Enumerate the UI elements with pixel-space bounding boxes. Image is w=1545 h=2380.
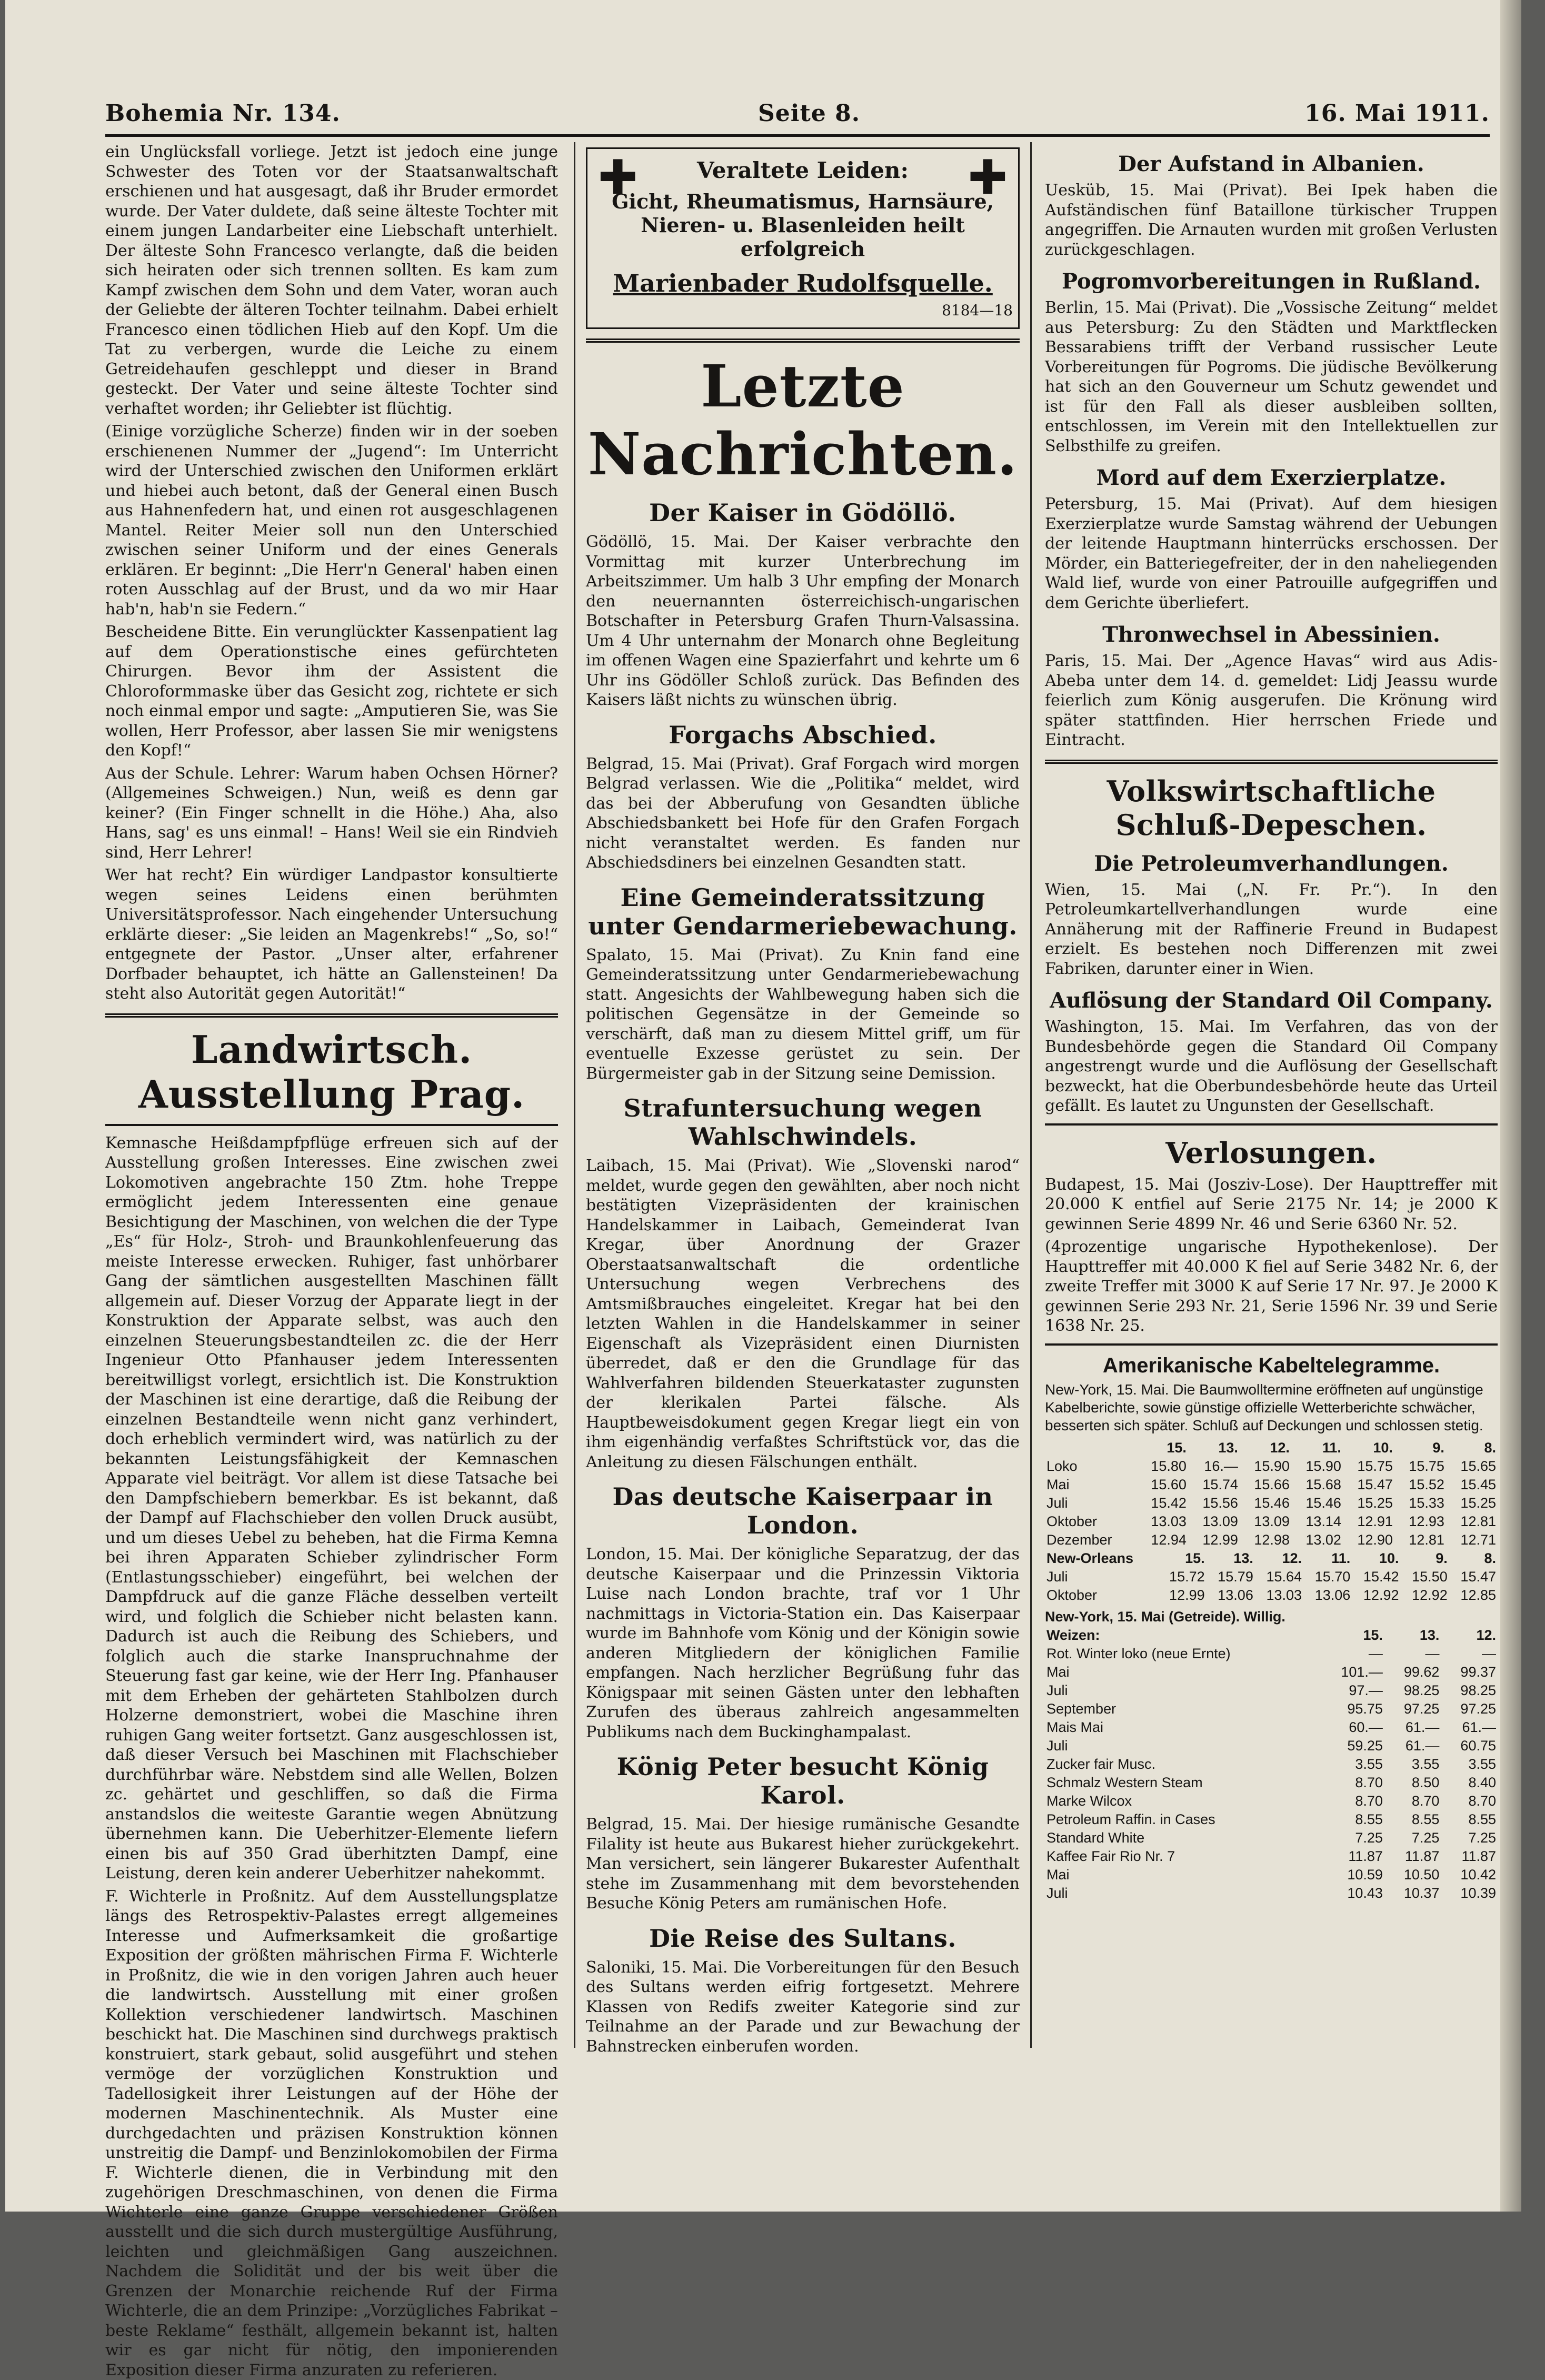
table-cell: 97.25: [1441, 1700, 1498, 1718]
table-cell: 12.90: [1343, 1531, 1394, 1549]
ad-brand: Marienbader Rudolfsquelle.: [593, 269, 1013, 297]
table-cell: 10.39: [1441, 1884, 1498, 1903]
table-cell: 11.: [1303, 1549, 1352, 1568]
table-cell: 15.60: [1137, 1476, 1188, 1494]
paragraph: Wer hat recht? Ein würdiger Landpastor konsultierte wegen seines Leidens einen berühmten Universitätsprofessor. Nach eingehender Untersuchung erklärte dieser: „Sie leiden an Magenkrebs!“ „So, so!“ entgegnete der Pastor. „Unser alter, erfahrener Dorfbader behauptet, ich hätte an Gallensteinen! Da steht also Autorität gegen Autorität!“: [105, 865, 558, 1004]
table-cell: 59.25: [1319, 1737, 1384, 1755]
article-title: Thronwechsel in Abessinien.: [1045, 622, 1498, 647]
table-cell: 13.02: [1291, 1531, 1343, 1549]
article-text: Berlin, 15. Mai (Privat). Die „Vossische Zeitung“ meldet aus Petersburg: Zu den Städten und Marktflecken Bessarabiens trifft der Verband russischer Leute Vorbereitungen für Pogroms. Die jüdische Bevölkerung hat sich an den Gouverneur um Schutz gewendet und ist für den Fall als dieser ausbleiben sollten, entschlossen, im Verein mit den Intellektuellen zur Selbsthilfe zu greifen.: [1045, 298, 1498, 456]
table-header-row: [1045, 1439, 1498, 1457]
table-row: [1045, 1700, 1498, 1718]
table-cell: 15.64: [1255, 1568, 1303, 1586]
table-cell: 13.03: [1255, 1586, 1303, 1605]
article-text: Saloniki, 15. Mai. Die Vorbereitungen für den Besuch des Sultans werden eifrig fortgesetzt. Mehrere Klassen von Redifs zweiter Kategorie sind zur Teilnahme an der Parade und zur Bewachung der Bahnstrecken einberufen worden.: [586, 1958, 1020, 2057]
table-cell: 7.25: [1441, 1829, 1498, 1847]
table-cell: 12.85: [1449, 1586, 1498, 1605]
section-divider: [586, 338, 1020, 343]
article-title: Der Kaiser in Gödöllö.: [586, 499, 1020, 527]
table-row: [1045, 1737, 1498, 1755]
table-cell: 12.99: [1158, 1586, 1206, 1605]
table-cell: Juli: [1045, 1568, 1158, 1586]
column-middle: [574, 142, 1032, 2048]
table-cell: Dezember: [1045, 1531, 1137, 1549]
table-cell: 15.: [1158, 1549, 1206, 1568]
table-cell: 15.50: [1401, 1568, 1449, 1586]
table-cell: Rot. Winter loko (neue Ernte): [1045, 1645, 1319, 1663]
table-cell: 12.91: [1343, 1512, 1394, 1531]
paragraph: (4prozentige ungarische Hypothekenlose). Der Haupttreffer mit 40.000 K fiel auf Serie 3482 Nr. 6, der zweite Treffer mit 3000 K auf Serie 17 Nr. 97. Je 2000 K gewinnen Serie 293 Nr. 21, Serie 1596 Nr. 39 und Serie 1638 Nr. 25.: [1045, 1237, 1498, 1336]
column-right: [1045, 142, 1498, 2048]
section-heading-letzte-nachrichten: Letzte Nachrichten.: [586, 352, 1020, 488]
table-cell: 15.70: [1303, 1568, 1352, 1586]
article-title: Auflösung der Standard Oil Company.: [1045, 988, 1498, 1013]
table-cell: Zucker fair Musc.: [1045, 1755, 1319, 1774]
paragraph: (Einige vorzügliche Scherze) finden wir in der soeben erschienenen Nummer der „Jugend“: Im Unterricht wird der Unterschied zwischen den Uniformen erklärt und hiebei auch betont, daß der General einen Busch aus Hahnenfedern hat, und einen rot ausgeschlagenen Mantel. Reiter Meier soll nun den Unterschied zwischen seiner Uniform und der eines Generals erklären. Er beginnt: „Die Herr'n General' haben einen roten Ausschlag auf der Brust, und da wo mir Haar hab'n, hab'n sie Federn.“: [105, 422, 558, 619]
table-row: [1045, 1531, 1498, 1549]
table-cell: Juli: [1045, 1737, 1319, 1755]
table-cell: 13.: [1384, 1626, 1441, 1645]
table-cell: 11.87: [1384, 1847, 1441, 1866]
table-cell: 12.99: [1188, 1531, 1240, 1549]
table-cell: 12.92: [1352, 1586, 1400, 1605]
section-divider: [1045, 760, 1498, 764]
table-cell: 11.: [1291, 1439, 1343, 1457]
table-row: [1045, 1494, 1498, 1512]
table-row: [1045, 1829, 1498, 1847]
table-cell: 8.70: [1319, 1792, 1384, 1810]
ad-code: 8184—18: [593, 302, 1013, 319]
table-cell: 3.55: [1319, 1755, 1384, 1774]
article-title: Das deutsche Kaiserpaar in London.: [586, 1482, 1020, 1539]
table-cell: 10.: [1343, 1439, 1394, 1457]
article-title: Forgachs Abschied.: [586, 721, 1020, 749]
table-cell: 11.87: [1441, 1847, 1498, 1866]
table-row: [1045, 1586, 1498, 1605]
table-cell: 13.06: [1207, 1586, 1255, 1605]
table-cell: 10.37: [1384, 1884, 1441, 1903]
table-cell: 15.66: [1240, 1476, 1291, 1494]
table-cell: Marke Wilcox: [1045, 1792, 1319, 1810]
ad-text: Gicht, Rheumatismus, Harnsäure, Nieren- u. Blasenleiden heilt erfolgreich: [593, 190, 1013, 261]
section-heading-volkswirtschaft: Volkswirtschaftliche Schluß-Depeschen.: [1045, 774, 1498, 842]
table-cell: 101.—: [1319, 1663, 1384, 1681]
table-row: [1045, 1774, 1498, 1792]
table-cell: 8.70: [1319, 1774, 1384, 1792]
cotton-table-newyork: [1045, 1439, 1498, 1549]
table-cell: 97.—: [1319, 1681, 1384, 1700]
table-cell: 12.71: [1446, 1531, 1498, 1549]
header-issue: Bohemia Nr. 134.: [105, 100, 341, 127]
table-cell: Standard White: [1045, 1829, 1319, 1847]
ad-headline: Veraltete Leiden:: [593, 157, 1013, 183]
table-row: [1045, 1645, 1498, 1663]
article-text: Washington, 15. Mai. Im Verfahren, das von der Bundesbehörde gegen die Standard Oil Company angestrengt wurde und die Auflösung der Gesellschaft bezweckt, hat die Oberbundesbehörde heute das Urteil gefällt. Es lautet zu Ungunsten der Gesellschaft.: [1045, 1017, 1498, 1116]
article-text: Wien, 15. Mai („N. Fr. Pr.“). In den Petroleumkartellverhandlungen wurde eine Annäherung mit der Raffinerie Freund in Budapest erzielt. Es bestehen noch Differenzen mit zwei Fabriken, darunter einer in Wien.: [1045, 880, 1498, 979]
table-cell: [1045, 1439, 1137, 1457]
table-cell: 7.25: [1319, 1829, 1384, 1847]
table-cell: 15.42: [1137, 1494, 1188, 1512]
table-row: [1045, 1512, 1498, 1531]
table-row: [1045, 1476, 1498, 1494]
table-cell: 13.: [1207, 1549, 1255, 1568]
article-text: London, 15. Mai. Der königliche Separatzug, der das deutsche Kaiserpaar und die Prinzessin Viktoria Luise nach London brachte, traf vor 1 Uhr nachmittags in Victoria-Station ein. Das Kaiserpaar wurde im Bahnhofe vom König und der Königin sowie anderen Mitgliedern der königlichen Familie empfangen. Nach herzlicher Begrüßung fuhr das Königspaar mit seinen Gästen unter den lebhaften Zurufen des überaus zahlreich angesammelten Publikums nach dem Buckinghampalast.: [586, 1545, 1020, 1742]
table-cell: 13.14: [1291, 1512, 1343, 1531]
table-row: [1045, 1755, 1498, 1774]
table-cell: Loko: [1045, 1457, 1137, 1476]
article-title: Strafuntersuchung wegen Wahlschwindels.: [586, 1094, 1020, 1151]
article-text: Uesküb, 15. Mai (Privat). Bei Ipek haben die Aufständischen fünf Bataillone türkischer Truppen angegriffen. Die Arnauten wurden mit großen Verlusten zurückgeschlagen.: [1045, 181, 1498, 260]
paragraph: Kemnasche Heißdampfpflüge erfreuen sich auf der Ausstellung großen Interesses. Eine zwischen zwei Lokomotiven angebrachte 150 Ztm. hohe Treppe ermöglicht jedem Interessenten eine genaue Besichtigung der Maschinen, von welchen die der Type „Es“ für Holz-, Stroh- und Braunkohlenfeuerung das meiste Interesse erwecken. Ruhiger, fast unhörbarer Gang der sämtlichen ausgestellten Maschinen fällt allgemein auf. Dieser Vorzug der Apparate liegt in der Konstruktion der Apparate selbst, was auch den einzelnen Steuerungsbestandteilen zc. die der Herr Ingenieur Otto Pfanhauser jedem Interessenten bereitwilligst vorlegt, ersichtlich ist. Die Konstruktion der Maschinen ist eine derartige, daß die Reibung der einzelnen Bestandteile wenn nicht ganz verhindert, doch erheblich vermindert wird, was natürlich zu der bekannten Leistungsfähigkeit der Kemnaschen Apparate viel beiträgt. Vor allem ist diese Tatsache bei den Dampfschiebern bemerkbar. Es ist bekannt, daß der Dampf auf Flachschieber den vollen Druck ausübt, und um dieses Uebel zu beheben, hat die Firma Kemna bei ihren Apparaten Schieber zylindrischer Form (Entlastungsschieber) eingeführt, bei welchen der Dampfdruck auf die ganze Fläche desselben verteilt wird, und folglich die Schieber nicht belasten kann. Dadurch ist auch die Reibung des Schiebers, und folglich auch die starke Inanspruchnahme der Steuerung fast gar keine, wie der Herr Ing. Pfanhauser mit dem Erheben der gehärteten Stahlbolzen durch Holzerne demonstriert, wobei die Maschine ihren ruhigen Gang weiter fortsetzt. Ganz ausgeschlossen ist, daß dieser Versuch bei Maschinen mit Flachschieber durchführbar wäre. Nebstdem sind alle Wellen, Bolzen zc. gehärtet und geschliffen, so daß die Firma anstandslos die weiteste Garantie wegen Abnützung übernehmen kann. Die Ueberhitzer-Elemente liefern einen bis auf 350 Grad überhitzten Dampf, eine Leistung, deren kein anderer Ueberhitzer nahekommt.: [105, 1133, 558, 1884]
table-row: [1045, 1884, 1498, 1903]
table-cell: Mai: [1045, 1866, 1319, 1884]
table-cell: 97.25: [1384, 1700, 1441, 1718]
table-cell: 10.42: [1441, 1866, 1498, 1884]
table-cell: 15.90: [1291, 1457, 1343, 1476]
table-cell: 12.: [1255, 1549, 1303, 1568]
table-cell: 12.92: [1401, 1586, 1449, 1605]
paragraph: Budapest, 15. Mai (Josziv-Lose). Der Haupttreffer mit 20.000 K entfiel auf Serie 2175 Nr. 14; je 2000 K gewinnen Serie 4899 Nr. 46 und Serie 6360 Nr. 52.: [1045, 1175, 1498, 1234]
table-cell: 8.55: [1384, 1810, 1441, 1829]
table-cell: 12.81: [1394, 1531, 1446, 1549]
table-cell: 3.55: [1441, 1755, 1498, 1774]
section-heading-kabeltelegramme: Amerikanische Kabeltelegramme.: [1045, 1354, 1498, 1378]
table-cell: 8.50: [1384, 1774, 1441, 1792]
grain-subheading: New-York, 15. Mai (Getreide). Willig.: [1045, 1609, 1498, 1625]
article-text: Belgrad, 15. Mai (Privat). Graf Forgach wird morgen Belgrad verlassen. Wie die „Politika“ meldet, wird das bei der Abberufung von Gesandten übliche Abschiedsbankett bei Hofe für den Grafen Forgach nicht veranstaltet werden. Es fanden nur Abschiedsdiners bei einzelnen Gesandten statt.: [586, 754, 1020, 873]
table-cell: 13.09: [1240, 1512, 1291, 1531]
table-cell: 15.52: [1394, 1476, 1446, 1494]
table-cell: 60.75: [1441, 1737, 1498, 1755]
article-text: Laibach, 15. Mai (Privat). Wie „Slovenski narod“ meldet, wurde gegen den gewählten, aber noch nicht bestätigten Vizepräsidenten der krainischen Handelskammer in Laibach, Gemeinderat Ivan Kregar, über Anordnung der Grazer Oberstaatsanwaltschaft die ordentliche Untersuchung wegen Verbrechens des Amtsmißbrauches eingeleitet. Kregar hat bei den letzten Wahlen in die Handelskammer in seiner Eigenschaft als Vizepräsident einen Diurnisten überredet, daß er den die Grundlage für das Wahlverfahren bildenden Steuerkataster zugunsten der klerikalen Partei fälsche. Als Hauptbeweisdokument gegen Kregar liegt ein von ihm eigenhändig verfaßtes Schriftstück vor, das die Anleitung zu diesen Fälschungen enthält.: [586, 1156, 1020, 1472]
table-cell: 15.47: [1449, 1568, 1498, 1586]
article-title: Mord auf dem Exerzierplatze.: [1045, 465, 1498, 490]
paragraph: F. Wichterle in Proßnitz. Auf dem Ausstellungsplatze längs des Retrospektiv-Palastes erregt allgemeines Interesse und Aufmerksamkeit die großartige Exposition der größten mährischen Firma F. Wichterle in Proßnitz, die wie in den vorigen Jahren auch heuer die landwirtsch. Ausstellung mit einer großen Kollektion verschiedener landwirtsch. Maschinen beschickt hat. Die Maschinen sind durchwegs praktisch konstruiert, stark gebaut, solid ausgeführt und stehen vermöge der vorzüglichen Konstruktion und Tadellosigkeit ihrer Leistungen auf der Höhe der modernen Maschinentechnik. Als Muster eine durchgedachten und präzisen Konstruktion können unstreitig die Dampf- und Benzinlokomobilen der Firma F. Wichterle dienen, die in Verbindung mit den zugehörigen Dreschmaschinen, von denen die Firma Wichterle eine ganze Gruppe verschiedener Größen ausstellt und die sich durch mustergültige Ausführung, leichten und gleichmäßigen Gang auszeichnen. Nachdem die Solidität und der bis weit über die Grenzen der Monarchie reichende Ruf der Firma Wichterle, die an dem Prinzipe: „Vorzügliches Fabrikat – beste Reklame“ festhält, allgemein bekannt ist, halten wir es gar nicht für nötig, den imponierenden Exposition dieser Firma anzuraten zu referieren.: [105, 1887, 558, 2380]
table-cell: 8.40: [1441, 1774, 1498, 1792]
table-cell: 10.59: [1319, 1866, 1384, 1884]
table-cell: 15.25: [1343, 1494, 1394, 1512]
table-cell: 8.: [1449, 1549, 1498, 1568]
table-cell: 15.72: [1158, 1568, 1206, 1586]
table-cell: 61.—: [1384, 1737, 1441, 1755]
table-cell: 15.25: [1446, 1494, 1498, 1512]
table-cell: 15.65: [1446, 1457, 1498, 1476]
table-cell: Mai: [1045, 1476, 1137, 1494]
table-cell: Kaffee Fair Rio Nr. 7: [1045, 1847, 1319, 1866]
table-cell: 13.03: [1137, 1512, 1188, 1531]
table-cell: 13.09: [1188, 1512, 1240, 1531]
paragraph: Bescheidene Bitte. Ein verunglückter Kassenpatient lag auf dem Operationstische eines gefürchteten Chirurgen. Bevor ihm der Assistent die Chloroformmaske über das Gesicht zog, richtete er sich noch einmal empor und sagte: „Amputieren Sie, was Sie wollen, Herr Professor, aber lassen Sie mir wenigstens den Kopf!“: [105, 622, 558, 761]
table-cell: Juli: [1045, 1884, 1319, 1903]
table-cell: 99.62: [1384, 1663, 1441, 1681]
article-title: Eine Gemeinderatssitzung unter Gendarmeriebewachung.: [586, 883, 1020, 940]
table-cell: Oktober: [1045, 1512, 1137, 1531]
table-cell: 8.: [1446, 1439, 1498, 1457]
table-cell: 15.56: [1188, 1494, 1240, 1512]
table-cell: 98.25: [1384, 1681, 1441, 1700]
table-cell: 61.—: [1441, 1718, 1498, 1737]
table-cell: 8.70: [1384, 1792, 1441, 1810]
paragraph: ein Unglücksfall vorliege. Jetzt ist jedoch eine junge Schwester des Toten vor der Staatsanwaltschaft erschienen und hat ausgesagt, daß ihr Bruder ermordet wurde. Der Vater duldete, daß seine älteste Tochter mit einem jungen Landarbeiter eine Liebschaft unterhielt. Der älteste Sohn Francesco verlangte, daß die beiden sich heiraten oder sich trennen sollten. Es kam zum Kampf zwischen dem Sohn und dem Vater, woran auch der Geliebte der älteren Tochter teilnahm. Dabei erhielt Francesco einen tödlichen Hieb auf den Kopf. Um die Tat zu verbergen, wurde die Leiche zu einem Getreidehaufen geschleppt und dieser in Brand gesteckt. Der Vater und seine älteste Tochter sind verhaftet worden; ihr Geliebter ist flüchtig.: [105, 142, 558, 419]
table-cell: September: [1045, 1700, 1319, 1718]
table-cell: 13.: [1188, 1439, 1240, 1457]
table-cell: 9.: [1401, 1549, 1449, 1568]
column-left: [105, 142, 558, 2048]
table-cell: Petroleum Raffin. in Cases: [1045, 1810, 1319, 1829]
header-page-number: Seite 8.: [758, 100, 860, 127]
table-row: [1045, 1457, 1498, 1476]
table-row: [1045, 1847, 1498, 1866]
red-cross-icon: ✚: [968, 154, 1008, 202]
article-title: Der Aufstand in Albanien.: [1045, 152, 1498, 176]
header-rule: [105, 134, 1490, 137]
table-cell: 8.70: [1441, 1792, 1498, 1810]
table-cell: 9.: [1394, 1439, 1446, 1457]
table-row: [1045, 1718, 1498, 1737]
table-cell: 10.: [1352, 1549, 1400, 1568]
table-row: [1045, 1792, 1498, 1810]
table-cell: 10.50: [1384, 1866, 1441, 1884]
article-text: Spalato, 15. Mai (Privat). Zu Knin fand eine Gemeinderatssitzung unter Gendarmeriebewachung statt. Angesichts der Wahlbewegung haben sich die politischen Gegensätze in der Gemeinde so verschärft, daß man zu diesem Mittel griff, um für eventuelle Exzesse gerüstet zu sein. Der Bürgermeister gab in der Sitzung seine Demission.: [586, 945, 1020, 1084]
table-header-row: [1045, 1626, 1498, 1645]
page-edge-shadow: [1500, 0, 1521, 2212]
grain-table: [1045, 1626, 1498, 1903]
section-divider: [105, 1013, 558, 1018]
table-cell: 98.25: [1441, 1681, 1498, 1700]
table-cell: 8.55: [1319, 1810, 1384, 1829]
table-cell: 12.: [1441, 1626, 1498, 1645]
section-heading-landwirtschaft: Landwirtsch. Ausstellung Prag.: [105, 1027, 558, 1117]
table-cell: 15.33: [1394, 1494, 1446, 1512]
article-title: Die Reise des Sultans.: [586, 1924, 1020, 1953]
table-cell: Mais Mai: [1045, 1718, 1319, 1737]
table-cell: Mai: [1045, 1663, 1319, 1681]
table-cell: Juli: [1045, 1681, 1319, 1700]
header-date: 16. Mai 1911.: [1304, 100, 1490, 127]
table-cell: —: [1441, 1645, 1498, 1663]
table-cell: 95.75: [1319, 1700, 1384, 1718]
table-cell: 15.79: [1207, 1568, 1255, 1586]
paragraph: Aus der Schule. Lehrer: Warum haben Ochsen Hörner? (Allgemeines Schweigen.) Nun, weiß es denn gar keiner? (Ein Finger schnellt in die Höhe.) Aha, also Hans, sag' es uns einmal! – Hans! Weil sie ein Rindvieh sind, Herr Lehrer!: [105, 764, 558, 863]
table-cell: 12.: [1240, 1439, 1291, 1457]
table-cell: 15.46: [1291, 1494, 1343, 1512]
table-cell: 12.93: [1394, 1512, 1446, 1531]
table-cell: 8.55: [1441, 1810, 1498, 1829]
table-cell: Schmalz Western Steam: [1045, 1774, 1319, 1792]
table-cell: 12.81: [1446, 1512, 1498, 1531]
table-cell: 12.94: [1137, 1531, 1188, 1549]
article-text: Paris, 15. Mai. Der „Agence Havas“ wird aus Adis-Abeba unter dem 14. d. gemeldet: Lidj Jeassu wurde feierlich zum König ausgerufen. Die Krönung wird später stattfinden. Hier herrschen Friede und Eintracht.: [1045, 651, 1498, 750]
table-cell: 7.25: [1384, 1829, 1441, 1847]
section-divider: [105, 1124, 558, 1126]
table-cell: 16.—: [1188, 1457, 1240, 1476]
table-cell: —: [1384, 1645, 1441, 1663]
table-cell: Weizen:: [1045, 1626, 1319, 1645]
article-text: Gödöllö, 15. Mai. Der Kaiser verbrachte den Vormittag mit kurzer Unterbrechung im Arbeitszimmer. Um halb 3 Uhr empfing der Monarch den neuernannten österreichisch-ungarischen Botschafter in Petersburg Grafen Thurn-Valsassina. Um 4 Uhr unternahm der Monarch ohne Begleitung im offenen Wagen eine Spazierfahrt und kehrte um 6 Uhr ins Gödöller Schloß zurück. Das Befinden des Kaisers läßt nichts zu wünschen übrig.: [586, 532, 1020, 710]
table-cell: 10.43: [1319, 1884, 1384, 1903]
newspaper-page: [5, 0, 1521, 2212]
article-title: Die Petroleumverhandlungen.: [1045, 851, 1498, 876]
table-cell: 60.—: [1319, 1718, 1384, 1737]
table-row: [1045, 1568, 1498, 1586]
article-text: Belgrad, 15. Mai. Der hiesige rumänische Gesandte Filality ist heute aus Bukarest hieher zurückgekehrt. Man versichert, sein längerer Bukarester Aufenthalt stehe im Zusammenhang mit dem bevorstehenden Besuche König Peters am rumänischen Hofe.: [586, 1815, 1020, 1914]
table-row: [1045, 1663, 1498, 1681]
table-cell: Juli: [1045, 1494, 1137, 1512]
advertisement-rudolfsquelle: [586, 147, 1020, 329]
table-cell: 3.55: [1384, 1755, 1441, 1774]
table-header-row: [1045, 1549, 1498, 1568]
table-cell: 15.: [1137, 1439, 1188, 1457]
table-cell: 15.46: [1240, 1494, 1291, 1512]
table-cell: 13.06: [1303, 1586, 1352, 1605]
table-cell: 15.74: [1188, 1476, 1240, 1494]
table-cell: 15.42: [1352, 1568, 1400, 1586]
table-cell: 99.37: [1441, 1663, 1498, 1681]
table-cell: 15.75: [1343, 1457, 1394, 1476]
table-cell: 15.80: [1137, 1457, 1188, 1476]
table-cell: 15.: [1319, 1626, 1384, 1645]
table-cell: 15.47: [1343, 1476, 1394, 1494]
section-divider: [1045, 1123, 1498, 1126]
kabel-intro: New-York, 15. Mai. Die Baumwolltermine eröffneten auf ungünstige Kabelberichte, sowie günstige offizielle Wetterberichte schwächer, besserten sich später. Schluß auf Deckungen und schlossen stetig.: [1045, 1381, 1498, 1435]
table-row: [1045, 1810, 1498, 1829]
table-cell: New-Orleans: [1045, 1549, 1158, 1568]
page-header: [105, 100, 1490, 137]
table-cell: 15.90: [1240, 1457, 1291, 1476]
article-title: Pogromvorbereitungen in Rußland.: [1045, 269, 1498, 294]
table-cell: 12.98: [1240, 1531, 1291, 1549]
table-row: [1045, 1866, 1498, 1884]
red-cross-icon: ✚: [598, 154, 637, 202]
section-divider: [1045, 1343, 1498, 1346]
section-heading-verlosungen: Verlosungen.: [1045, 1136, 1498, 1170]
table-cell: 11.87: [1319, 1847, 1384, 1866]
table-cell: Oktober: [1045, 1586, 1158, 1605]
table-cell: 15.75: [1394, 1457, 1446, 1476]
table-cell: 61.—: [1384, 1718, 1441, 1737]
table-cell: —: [1319, 1645, 1384, 1663]
table-cell: 15.45: [1446, 1476, 1498, 1494]
article-title: König Peter besucht König Karol.: [586, 1752, 1020, 1809]
table-cell: 15.68: [1291, 1476, 1343, 1494]
article-text: Petersburg, 15. Mai (Privat). Auf dem hiesigen Exerzierplatze wurde Samstag während der Uebungen der leitende Hauptmann hinterrücks erschossen. Der Mörder, ein Batteriegefreiter, der in den naheliegenden Wald lief, wurde von einer Patrouille aufgegriffen und dem Gerichte überliefert.: [1045, 494, 1498, 613]
cotton-table-neworleans: [1045, 1549, 1498, 1605]
table-row: [1045, 1681, 1498, 1700]
